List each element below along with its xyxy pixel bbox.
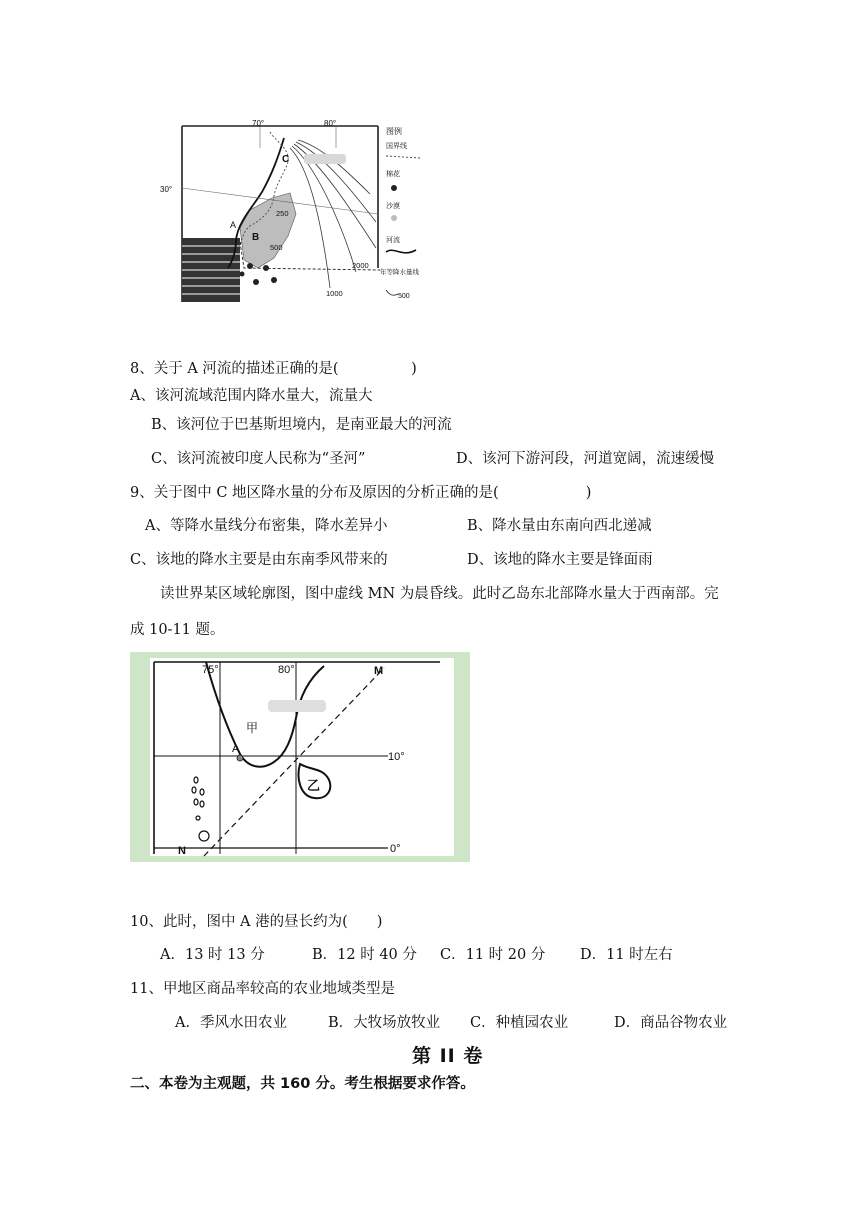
map2-lon-80: 80° bbox=[278, 664, 295, 676]
legend-cotton: 棉花 bbox=[386, 171, 400, 178]
q11-stem: 11、甲地区商品率较高的农业地域类型是 bbox=[130, 981, 395, 997]
map1-lon-70: 70° bbox=[252, 119, 265, 128]
q10-option-d: D．11 时左右 bbox=[580, 947, 673, 963]
q8-option-d: D、该河下游河段，河道宽阔，流速缓慢 bbox=[456, 451, 715, 467]
map1-isohyet-500: 500 bbox=[270, 243, 283, 252]
q9-option-d: D、该地的降水主要是锋面雨 bbox=[467, 552, 653, 568]
map2-label-n: N bbox=[178, 845, 186, 857]
map1-lat-30: 30° bbox=[160, 185, 173, 194]
region-outline-svg bbox=[150, 658, 454, 856]
q11-option-d: D．商品谷物农业 bbox=[614, 1015, 728, 1031]
q10-option-b: B．12 时 40 分 bbox=[312, 947, 417, 963]
map1-isohyet-2000: 2000 bbox=[352, 261, 369, 270]
intro-line-1: 读世界某区域轮廓图，图中虚线 MN 为晨昏线。此时乙岛东北部降水量大于西南部。完 bbox=[160, 586, 719, 602]
map2-label-m: M bbox=[374, 665, 384, 677]
q11-option-b: B．大牧场放牧业 bbox=[328, 1015, 441, 1031]
q8-option-b: B、该河位于巴基斯坦境内，是南亚最大的河流 bbox=[151, 417, 452, 433]
map1-label-a: A bbox=[230, 220, 237, 230]
south-asia-map bbox=[160, 118, 442, 304]
legend-isohyet-sample: 500 bbox=[398, 293, 410, 300]
map1-label-c: C bbox=[282, 154, 290, 165]
map2-label-a: A bbox=[232, 743, 240, 755]
map1-isohyet-250: 250 bbox=[276, 209, 289, 218]
map2-label-jia: 甲 bbox=[246, 721, 259, 735]
q8-option-c: C、该河流被印度人民称为“圣河” bbox=[151, 451, 366, 467]
map2-lat-0: 0° bbox=[390, 843, 401, 855]
region-outline-map bbox=[130, 652, 470, 862]
q8-stem: 8、关于 A 河流的描述正确的是( ) bbox=[130, 361, 417, 377]
section-title: 第 II 卷 bbox=[412, 1045, 484, 1067]
map2-lat-10: 10° bbox=[388, 751, 405, 763]
section-description: 二、本卷为主观题，共 160 分。考生根据要求作答。 bbox=[130, 1076, 475, 1092]
q11-option-c: C．种植园农业 bbox=[470, 1015, 569, 1031]
q9-stem: 9、关于图中 C 地区降水量的分布及原因的分析正确的是( ) bbox=[130, 485, 592, 501]
map1-isohyet-1000: 1000 bbox=[326, 289, 343, 298]
legend-river: 河流 bbox=[386, 237, 400, 244]
map1-label-b: B bbox=[252, 232, 260, 243]
legend-title: 图例 bbox=[386, 127, 402, 136]
q10-stem: 10、此时，图中 A 港的昼长约为( ) bbox=[130, 914, 383, 930]
q10-option-a: A．13 时 13 分 bbox=[160, 947, 265, 963]
map2-lon-75: 75° bbox=[202, 664, 219, 676]
q9-option-b: B、降水量由东南向西北递减 bbox=[467, 518, 652, 534]
q9-option-a: A、等降水量线分布密集，降水差异小 bbox=[145, 518, 388, 534]
q10-option-c: C．11 时 20 分 bbox=[440, 947, 546, 963]
q9-option-c: C、该地的降水主要是由东南季风带来的 bbox=[130, 552, 388, 568]
legend-desert: 沙漠 bbox=[386, 203, 400, 210]
map2-label-yi: 乙 bbox=[307, 778, 321, 793]
q8-option-a: A、该河流域范围内降水量大，流量大 bbox=[130, 388, 373, 404]
legend-isohyet: 年等降水量线 bbox=[380, 269, 419, 276]
intro-line-2: 成 10-11 题。 bbox=[130, 622, 225, 638]
map1-lon-80: 80° bbox=[324, 119, 337, 128]
q11-option-a: A．季风水田农业 bbox=[175, 1015, 287, 1031]
legend-border: 国界线 bbox=[386, 143, 407, 150]
